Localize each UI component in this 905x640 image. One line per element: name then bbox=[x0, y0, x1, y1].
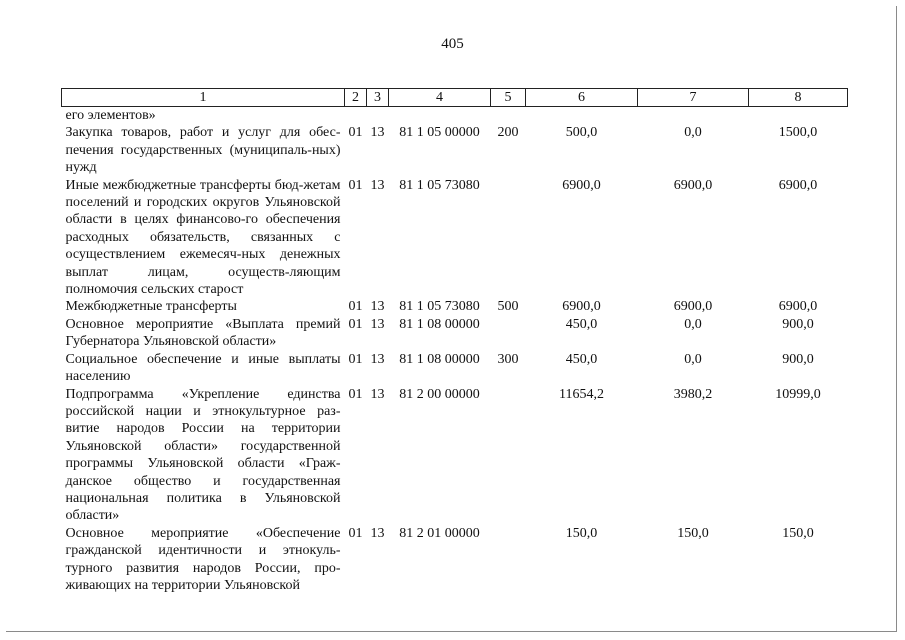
header-cell: 3 bbox=[367, 89, 389, 107]
row-value-cell: 6900,0 bbox=[562, 299, 601, 315]
row-value-cell bbox=[491, 386, 526, 525]
row-name-cell: его элементов» bbox=[65, 108, 156, 123]
row-value-cell: 6900,0 bbox=[562, 177, 601, 193]
row-value-cell: 81 1 05 73080 bbox=[399, 177, 480, 193]
row-value-cell: 13 bbox=[370, 351, 385, 367]
row-value-cell: 01 bbox=[348, 316, 363, 332]
table-row bbox=[62, 107, 848, 125]
row-value-cell: 13 bbox=[370, 125, 385, 141]
row-value-cell: 900,0 bbox=[782, 316, 814, 332]
table-header bbox=[62, 89, 848, 107]
header-cell: 5 bbox=[491, 89, 526, 107]
row-name-cell: Межбюджетные трансферты bbox=[65, 299, 237, 315]
row-value-cell: 01 bbox=[348, 386, 363, 402]
row-value-cell: 300 bbox=[497, 351, 519, 367]
header-cell: 2 bbox=[345, 89, 367, 107]
row-value-cell bbox=[345, 107, 367, 125]
table-row bbox=[62, 177, 848, 299]
row-value-cell: 81 2 01 00000 bbox=[399, 525, 480, 541]
row-value-cell: 1500,0 bbox=[778, 125, 818, 141]
row-value-cell bbox=[491, 316, 526, 351]
row-value-cell: 0,0 bbox=[684, 125, 702, 141]
row-value-cell: 500 bbox=[497, 299, 519, 315]
row-value-cell: 81 2 00 00000 bbox=[399, 386, 480, 402]
row-value-cell: 10999,0 bbox=[775, 386, 821, 402]
row-value-cell: 200 bbox=[497, 125, 519, 141]
row-value-cell bbox=[749, 107, 848, 125]
row-name-cell: Основное мероприятие «Обеспечение гражданской идентичности и этнокуль-турного развития народов России, про-живающих на территории Ульяновской bbox=[65, 525, 341, 593]
row-value-cell: 81 1 05 73080 bbox=[399, 299, 480, 315]
row-value-cell: 81 1 05 00000 bbox=[399, 125, 480, 141]
row-value-cell bbox=[491, 177, 526, 299]
row-value-cell: 6900,0 bbox=[778, 177, 818, 193]
row-value-cell: 01 bbox=[348, 299, 363, 315]
table-row bbox=[62, 351, 848, 386]
row-value-cell: 11654,2 bbox=[559, 386, 604, 402]
row-value-cell: 150,0 bbox=[677, 525, 709, 541]
row-value-cell: 13 bbox=[370, 316, 385, 332]
header-cell: 6 bbox=[526, 89, 638, 107]
row-value-cell: 6900,0 bbox=[673, 177, 713, 193]
row-value-cell bbox=[638, 107, 749, 125]
row-value-cell: 01 bbox=[348, 351, 363, 367]
table-body bbox=[62, 107, 848, 595]
header-cell: 4 bbox=[389, 89, 491, 107]
table-row bbox=[62, 386, 848, 525]
budget-table bbox=[61, 88, 848, 594]
row-value-cell bbox=[491, 107, 526, 125]
header-row bbox=[62, 89, 848, 107]
row-value-cell: 81 1 08 00000 bbox=[399, 316, 480, 332]
row-name-cell: Закупка товаров, работ и услуг для обес-печения государственных (муниципаль-ных) нужд bbox=[65, 125, 341, 176]
row-value-cell: 13 bbox=[370, 386, 385, 402]
row-value-cell: 0,0 bbox=[684, 351, 702, 367]
table-row bbox=[62, 525, 848, 595]
row-value-cell: 01 bbox=[348, 177, 363, 193]
row-name-cell: Подпрограмма «Укрепление единства российской нации и этнокультурное раз-витие народов России на территории Ульяновской области» государственной программы Ульяновской области «Граж-данское общество и государственная национальная политика в Ульяновской области» bbox=[65, 386, 341, 524]
row-value-cell: 0,0 bbox=[684, 316, 702, 332]
page-number: 405 bbox=[441, 36, 464, 52]
row-value-cell: 900,0 bbox=[782, 351, 814, 367]
row-name-cell: Иные межбюджетные трансферты бюд-жетам поселений и городских округов Ульяновской области в целях финансово-го обеспечения расходных обязательств, связанных с осуществлением ежемесяч-ных денежных выплат лицам, осуществ-ляющим полномочия сельских старост bbox=[65, 177, 341, 298]
row-name-cell: Основное мероприятие «Выплата премий Губернатора Ульяновской области» bbox=[65, 316, 341, 350]
row-value-cell: 150,0 bbox=[782, 525, 814, 541]
row-value-cell: 500,0 bbox=[565, 125, 598, 141]
row-value-cell: 6900,0 bbox=[778, 299, 818, 315]
row-value-cell: 3980,2 bbox=[673, 386, 713, 402]
row-value-cell: 6900,0 bbox=[673, 299, 713, 315]
header-cell: 7 bbox=[638, 89, 749, 107]
table-row bbox=[62, 298, 848, 315]
header-cell: 1 bbox=[62, 89, 345, 107]
table-row bbox=[62, 124, 848, 176]
row-value-cell: 13 bbox=[370, 299, 385, 315]
row-value-cell: 01 bbox=[348, 125, 363, 141]
row-value-cell: 13 bbox=[370, 177, 385, 193]
row-name-cell: Социальное обеспечение и иные выплаты населению bbox=[65, 351, 341, 385]
row-value-cell: 150,0 bbox=[565, 525, 598, 541]
row-value-cell bbox=[367, 107, 389, 125]
row-value-cell: 450,0 bbox=[565, 351, 598, 367]
header-cell: 8 bbox=[749, 89, 848, 107]
row-value-cell: 450,0 bbox=[565, 316, 598, 332]
row-value-cell bbox=[491, 525, 526, 595]
row-value-cell: 81 1 08 00000 bbox=[399, 351, 480, 367]
row-value-cell bbox=[389, 107, 491, 125]
row-value-cell: 13 bbox=[370, 525, 385, 541]
row-value-cell bbox=[526, 107, 638, 125]
table-row bbox=[62, 316, 848, 351]
row-value-cell: 01 bbox=[348, 525, 363, 541]
